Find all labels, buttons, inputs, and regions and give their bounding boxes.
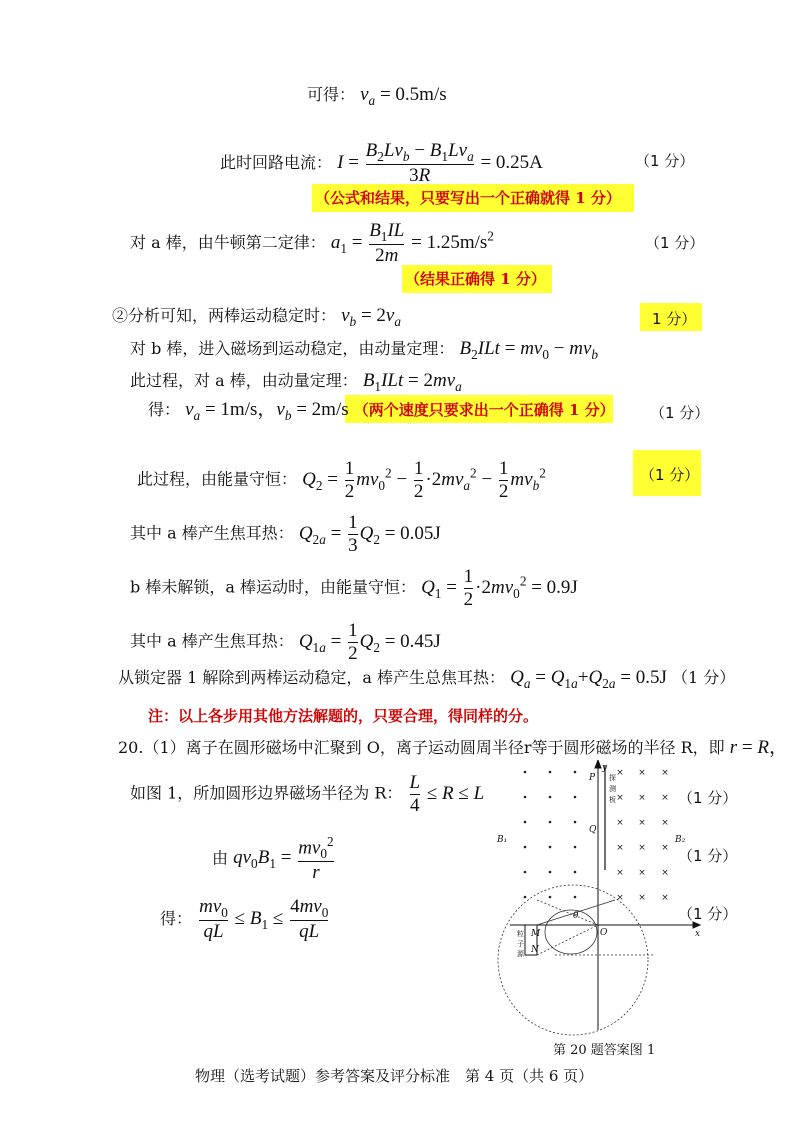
formula-va: $v_a = 0.5m/s$ bbox=[360, 84, 447, 108]
energy-conservation-line: 此过程，由能量守恒： $Q_2$ = $\frac{1}{2}$ $mv_0^2$ − $\frac{1}{2}$ $\cdot 2mv_a^2$ − $\frac{1}{2}$ $mv_b^2$ bbox=[137, 458, 546, 502]
b2-field-crosses bbox=[616, 768, 669, 903]
label-li: 粒 bbox=[517, 930, 524, 938]
formula-q1: $Q_1$ = $\frac{1}{2}$ $\cdot 2mv_0^2 = 0.9J$ bbox=[421, 566, 578, 610]
label-x: x bbox=[695, 929, 701, 939]
svg-text:×: × bbox=[616, 868, 624, 878]
formula-current: I = $\frac{B_2Lv_b - B_1Lv_a}{3R}$ = 0.25A bbox=[337, 140, 543, 187]
label-b2: B₂ bbox=[675, 835, 686, 845]
trajectory-circles bbox=[498, 885, 655, 1035]
label-zi: 子 bbox=[517, 940, 524, 948]
label-m: M bbox=[531, 929, 541, 939]
q20-line-1: 20.（1）离子在圆形磁场中汇聚到 O，离子运动圆周半径r等于圆形磁场的半径 R，即 r = R， bbox=[118, 737, 788, 758]
formula-qa: $Q_a = Q_{1a}+Q_{2a} = 0.5J$ bbox=[510, 667, 667, 691]
note-formula-result: （公式和结果，只要写出一个正确就得 1 分） bbox=[315, 189, 621, 207]
score-8: （1 分） bbox=[640, 466, 700, 484]
svg-text:×: × bbox=[616, 843, 624, 853]
momentum-a-line: 此过程，对 a 棒，由动量定理： $B_1ILt = 2mv_a$ bbox=[130, 370, 462, 394]
figure-magnetic-field bbox=[495, 760, 710, 1045]
page-footer: 物理（选考试题）参考答案及评分标准 第 4 页（共 6 页） bbox=[195, 1067, 594, 1085]
q20-score-1: （1 分） bbox=[678, 789, 738, 807]
label-n: N bbox=[531, 945, 539, 955]
svg-text:×: × bbox=[638, 868, 646, 878]
svg-text:×: × bbox=[661, 818, 669, 828]
formula-force-balance: $qv_0B_1$ = $\frac{mv_0^2}{r}$ bbox=[233, 834, 334, 884]
label-o: O bbox=[600, 928, 608, 938]
formula-momentum-a: $B_1ILt = 2mv_a$ bbox=[362, 370, 462, 394]
svg-text:×: × bbox=[638, 893, 646, 903]
formula-q1a: $Q_{1a}$ = $\frac{1}{2}$ $Q_2 = 0.45J$ bbox=[298, 620, 441, 664]
q20-line-2: 如图 1，所加圆形边界磁场半径为 R： $\frac{L}{4}$ ≤ R ≤ L bbox=[130, 772, 485, 816]
label-theta: θ bbox=[573, 911, 579, 921]
result-va-line: 可得： $v_a = 0.5m/s$ bbox=[307, 84, 447, 108]
svg-text:×: × bbox=[638, 818, 646, 828]
b1-field-dots bbox=[524, 771, 577, 899]
svg-text:×: × bbox=[638, 843, 646, 853]
momentum-b-line: 对 b 棒，进入磁场到运动稳定，由动量定理： $B_2ILt = mv_0 - mv_b$ bbox=[130, 338, 599, 362]
speeds-line: 得： $v_a = 1m/s$，$v_b = 2m/s$ （两个速度只要求出一个正确得 1 分） bbox=[148, 399, 615, 423]
svg-text:×: × bbox=[638, 768, 646, 778]
newton-law-line: 对 a 棒，由牛顿第二定律： $a_1$ = $\frac{B_1IL}{2m}$ = $1.25m/s^2$ bbox=[130, 220, 494, 267]
joule-heat-a-line-2: 其中 a 棒产生焦耳热： $Q_{1a}$ = $\frac{1}{2}$ $Q_2 = 0.45J$ bbox=[130, 620, 441, 664]
label-b1: B₁ bbox=[497, 835, 508, 845]
svg-text:×: × bbox=[661, 843, 669, 853]
score-4: 1 分） bbox=[652, 310, 697, 328]
label-tan: 探 bbox=[609, 774, 616, 782]
q20-line-3: 由 $qv_0B_1$ = $\frac{mv_0^2}{r}$ bbox=[212, 834, 334, 884]
note-result-correct: （结果正确得 1 分） bbox=[405, 270, 546, 288]
formula-vb-2va: $v_b = 2v_a$ bbox=[341, 305, 402, 329]
svg-text:×: × bbox=[661, 868, 669, 878]
svg-text:×: × bbox=[661, 768, 669, 778]
label-q: Q bbox=[589, 825, 597, 835]
svg-text:×: × bbox=[616, 818, 624, 828]
joule-heat-a-line-1: 其中 a 棒产生焦耳热： $Q_{2a}$ = $\frac{1}{3}$ $Q_2 = 0.05J$ bbox=[130, 512, 441, 556]
formula-speeds: $v_a = 1m/s$，$v_b = 2m/s$ bbox=[185, 399, 349, 423]
svg-text:×: × bbox=[638, 793, 646, 803]
energy-a-unlocked-line: b 棒未解锁，a 棒运动时，由能量守恒： $Q_1$ = $\frac{1}{2}$ $\cdot 2mv_0^2 = 0.9J$ bbox=[130, 566, 578, 610]
label-y: y bbox=[602, 763, 608, 773]
formula-acceleration: $a_1$ = $\frac{B_1IL}{2m}$ = $1.25m/s^2$ bbox=[330, 220, 494, 267]
formula-b1-range: $\frac{mv_0}{qL}$ ≤ $B_1$ ≤ $\frac{4mv_0}{qL}$ bbox=[199, 896, 329, 943]
svg-text:×: × bbox=[661, 893, 669, 903]
formula-q2: $Q_2$ = $\frac{1}{2}$ $mv_0^2$ − $\frac{1}{2}$ $\cdot 2mv_a^2$ − $\frac{1}{2}$ $mv_b^2$ bbox=[302, 458, 546, 502]
formula-radius-range: $\frac{L}{4}$ ≤ R ≤ L bbox=[409, 772, 485, 816]
svg-text:×: × bbox=[616, 793, 624, 803]
score-2: （1 分） bbox=[635, 152, 695, 170]
label-ban: 板 bbox=[609, 796, 616, 804]
formula-q2a: $Q_{2a}$ = $\frac{1}{3}$ $Q_2 = 0.05J$ bbox=[298, 512, 441, 556]
label-ce: 测 bbox=[609, 785, 616, 793]
label-p: P bbox=[589, 773, 596, 783]
steady-state-line: ②分析可知，两棒运动稳定时： $v_b = 2v_a$ bbox=[112, 305, 402, 329]
note-two-speeds: （两个速度只要求出一个正确得 1 分） bbox=[353, 401, 615, 419]
current-line: 此时回路电流： I = $\frac{B_2Lv_b - B_1Lv_a}{3R}$ = 0.25A bbox=[220, 140, 543, 187]
svg-text:×: × bbox=[661, 793, 669, 803]
svg-text:×: × bbox=[616, 768, 624, 778]
formula-momentum-b: $B_2ILt = mv_0 - mv_b$ bbox=[459, 338, 599, 362]
figure-caption: 第 20 题答案图 1 bbox=[553, 1043, 656, 1058]
label-yuan: 源 bbox=[517, 950, 524, 958]
q20-line-4: 得： $\frac{mv_0}{qL}$ ≤ $B_1$ ≤ $\frac{4mv_0}{qL}$ bbox=[160, 896, 329, 943]
alternative-method-note: 注：以上各步用其他方法解题的，只要合理，得同样的分。 bbox=[148, 707, 539, 725]
q20-score-2: （1 分） bbox=[678, 847, 738, 865]
total-heat-line: 从锁定器 1 解除到两棒运动稳定，a 棒产生总焦耳热： $Q_a = Q_{1a}+Q_{2a} = 0.5J$ （1 分） bbox=[118, 667, 736, 691]
score-3: （1 分） bbox=[645, 234, 705, 252]
q20-score-3: （1 分） bbox=[678, 905, 738, 923]
score-7: （1 分） bbox=[650, 404, 710, 422]
svg-text:×: × bbox=[616, 893, 624, 903]
